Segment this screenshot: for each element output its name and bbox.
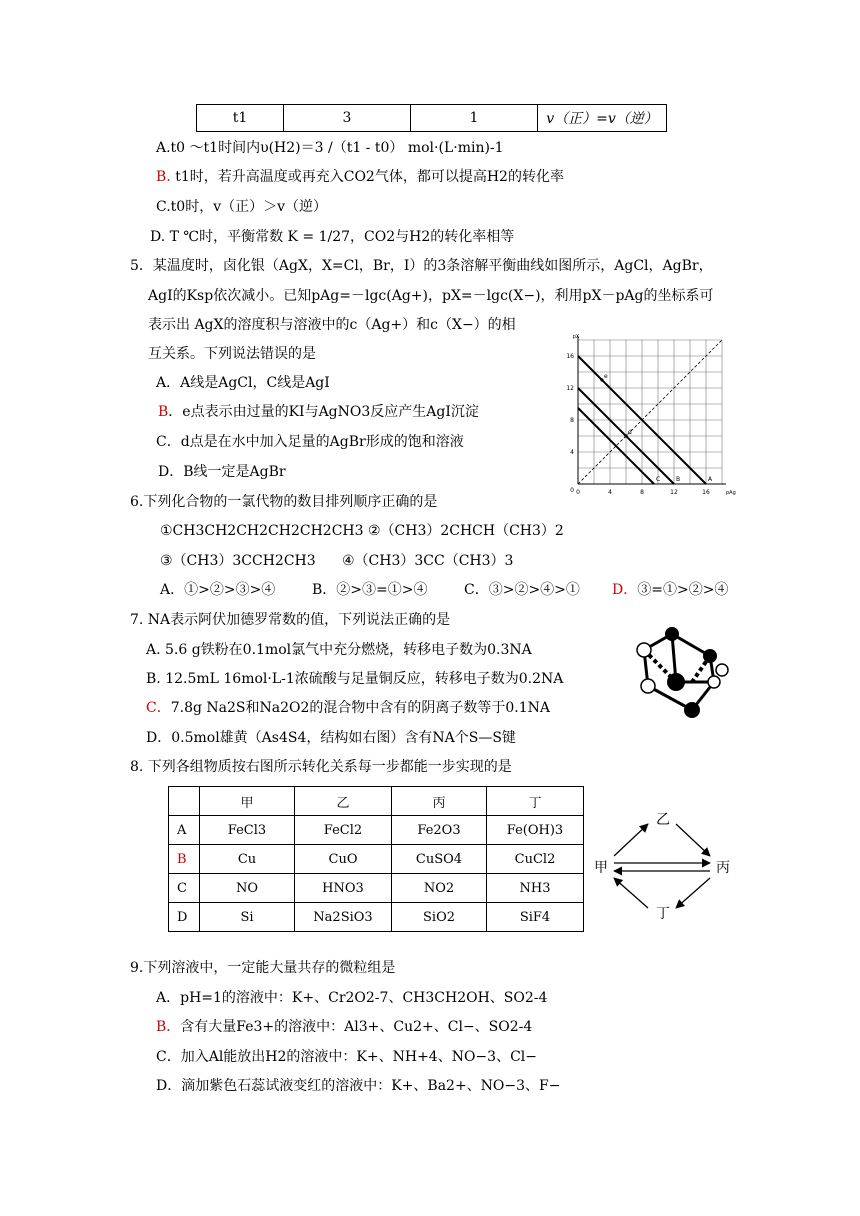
- q6-stem: 6.下列化合物的一氯代物的数目排列顺序正确的是: [130, 494, 438, 510]
- x-tick-label: 12: [670, 489, 678, 496]
- q9-option-a: A．pH=1的溶液中：K+、Cr2O2-7、CH3CH2OH、SO2-4: [156, 990, 548, 1006]
- solubility-chart: [560, 334, 740, 499]
- table-row: [169, 903, 584, 932]
- q9-option-d: D．滴加紫色石蕊试液变红的溶液中：K+、Ba2+、NO−3、F−: [156, 1078, 561, 1094]
- y-tick-label: 16: [566, 353, 574, 360]
- option-text: ．e点表示由过量的KI与AgNO3反应产生AgI沉淀: [168, 404, 479, 420]
- origin-label: 0: [570, 487, 574, 494]
- y-axis-label: pX: [572, 334, 580, 340]
- table-header: 乙: [295, 787, 392, 816]
- table-row: [197, 105, 667, 132]
- q8-table: [168, 786, 584, 932]
- option-text: ③=①>②>④: [637, 582, 729, 598]
- table-cell: NO: [200, 874, 295, 903]
- row-label: B: [169, 845, 200, 874]
- q7-option-b: B. 12.5mL 16mol·L-1浓硫酸与足量铜反应，转移电子数为0.2NA: [146, 671, 564, 687]
- table-cell: 1: [411, 105, 538, 132]
- table-cell: CuO: [295, 845, 392, 874]
- y-tick-label: 12: [566, 385, 574, 392]
- q8-stem: 8. 下列各组物质按右图所示转化关系每一步都能一步实现的是: [130, 759, 512, 775]
- q7-option-a: A. 5.6 g铁粉在0.1mol氯气中充分燃烧，转移电子数为0.3NA: [146, 642, 532, 658]
- node-ding: 丁: [656, 906, 670, 920]
- row-label: A: [169, 816, 200, 845]
- table-cell: SiO2: [392, 903, 487, 932]
- series-label-c: C: [656, 476, 661, 483]
- answer-letter: D．: [612, 582, 638, 598]
- table-cell: CuSO4: [392, 845, 487, 874]
- q4-option-b: [156, 167, 564, 187]
- x-tick-label: 16: [702, 489, 710, 496]
- q9-option-b: [156, 1017, 532, 1037]
- table-cell: FeCl3: [200, 816, 295, 845]
- q7-option-c: [146, 698, 550, 718]
- table-cell: CuCl2: [487, 845, 584, 874]
- q9-stem: 9.下列溶液中，一定能大量共存的微粒组是: [130, 960, 396, 976]
- q5-stem-line3: 表示出 AgX的溶度积与溶液中的c（Ag+）和c（X−）的相: [148, 317, 516, 333]
- table-cell: 3: [284, 105, 411, 132]
- x-axis-label: pAg: [726, 490, 736, 496]
- series-label-a: A: [708, 476, 713, 483]
- q6-option-b: B．②>③=①>④: [312, 582, 428, 598]
- x-tick-label: 4: [608, 489, 612, 496]
- table-header: [169, 787, 200, 816]
- table-cell: t1: [197, 105, 284, 132]
- answer-letter: B: [158, 404, 169, 420]
- table-header: 甲: [200, 787, 295, 816]
- q6-row2b: ④（CH3）3CC（CH3）3: [342, 553, 514, 569]
- reference-line: [578, 340, 722, 484]
- table-cell: HNO3: [295, 874, 392, 903]
- q5-stem-line2: AgI的Ksp依次减小。已知pAg=－lgc(Ag+)，pX=－lgc(X−)，利用pX－pAg的坐标系可: [148, 288, 714, 304]
- q6-row2a: ③（CH3）3CCH2CH3: [160, 553, 316, 569]
- table-cell: Cu: [200, 845, 295, 874]
- q5-option-a: A．A线是AgCl，C线是AgI: [156, 375, 330, 391]
- q7-stem: 7. NA表示阿伏加德罗常数的值，下列说法正确的是: [130, 612, 451, 628]
- q5-option-c: C．d点是在水中加入足量的AgBr形成的饱和溶液: [156, 434, 464, 450]
- node-yi: 乙: [656, 812, 670, 828]
- row-label: D: [169, 903, 200, 932]
- table-row: [169, 787, 584, 816]
- q7-option-d: D．0.5mol雄黄（As4S4，结构如右图）含有NA个S—S键: [146, 730, 516, 746]
- row-label: C: [169, 874, 200, 903]
- conversion-diagram: [590, 808, 740, 920]
- y-tick-label: 4: [570, 449, 574, 456]
- q4-option-d: D. T ℃时，平衡常数 K = 1/27，CO2与H2的转化率相等: [150, 229, 515, 245]
- x-tick-label: 8: [640, 489, 644, 496]
- q6-option-a: A．①>②>③>④: [160, 582, 276, 598]
- q5-option-d: D．B线一定是AgBr: [158, 464, 286, 480]
- as4s4-structure: [630, 626, 730, 718]
- answer-letter: B.: [156, 169, 171, 185]
- node-bing: 丙: [716, 860, 730, 876]
- table-row: [169, 874, 584, 903]
- table-cell: NO2: [392, 874, 487, 903]
- table-row: [169, 816, 584, 845]
- y-tick-label: 8: [570, 417, 574, 424]
- point-label-e: e: [604, 373, 608, 380]
- q9-option-c: C．加入Al能放出H2的溶液中：K+、NH+4、NO−3、Cl−: [156, 1049, 537, 1065]
- option-text: 含有大量Fe3+的溶液中：Al3+、Cu2+、Cl−、SO2-4: [180, 1019, 533, 1035]
- table-header: 丁: [487, 787, 584, 816]
- table-cell: FeCl2: [295, 816, 392, 845]
- answer-letter: C．: [146, 700, 171, 716]
- table-cell: Na2SiO3: [295, 903, 392, 932]
- table-header: 丙: [392, 787, 487, 816]
- node-jia: 甲: [594, 860, 608, 876]
- q6-row1: ①CH3CH2CH2CH2CH2CH3 ②（CH3）2CHCH（CH3）2: [160, 523, 564, 539]
- table-cell: Fe2O3: [392, 816, 487, 845]
- option-text: 7.8g Na2S和Na2O2的混合物中含有的阴离子数等于0.1NA: [170, 700, 551, 716]
- q5-option-b: [158, 402, 479, 422]
- q4-option-c: C.t0时，v（正）＞v（逆）: [156, 199, 328, 215]
- series-label-b: B: [676, 476, 681, 483]
- q5-stem-line4: 互关系。下列说法错误的是: [148, 346, 316, 362]
- top-table: [196, 104, 667, 132]
- table-cell: SiF4: [487, 903, 584, 932]
- table-cell: Fe(OH)3: [487, 816, 584, 845]
- table-cell: Si: [200, 903, 295, 932]
- q6-option-c: C．③>②>④>①: [464, 582, 580, 598]
- point-label-d: d: [628, 429, 632, 436]
- table-cell: v（正）=v（逆）: [538, 105, 667, 132]
- answer-letter: B．: [156, 1019, 181, 1035]
- x-tick-label: 0: [576, 489, 580, 496]
- option-text: t1时，若升高温度或再充入CO2气体，都可以提高H2的转化率: [170, 169, 564, 185]
- table-cell: NH3: [487, 874, 584, 903]
- q5-stem-line1: 5．某温度时，卤化银（AgX，X=Cl，Br，I）的3条溶解平衡曲线如图所示，AgCl，AgBr，: [130, 258, 713, 274]
- q4-option-a: A.t0 ～t1时间内υ(H2)＝3 /（t1 - t0） mol·(L·min)-1: [156, 140, 504, 156]
- table-row: [169, 845, 584, 874]
- q6-option-d: [612, 580, 728, 600]
